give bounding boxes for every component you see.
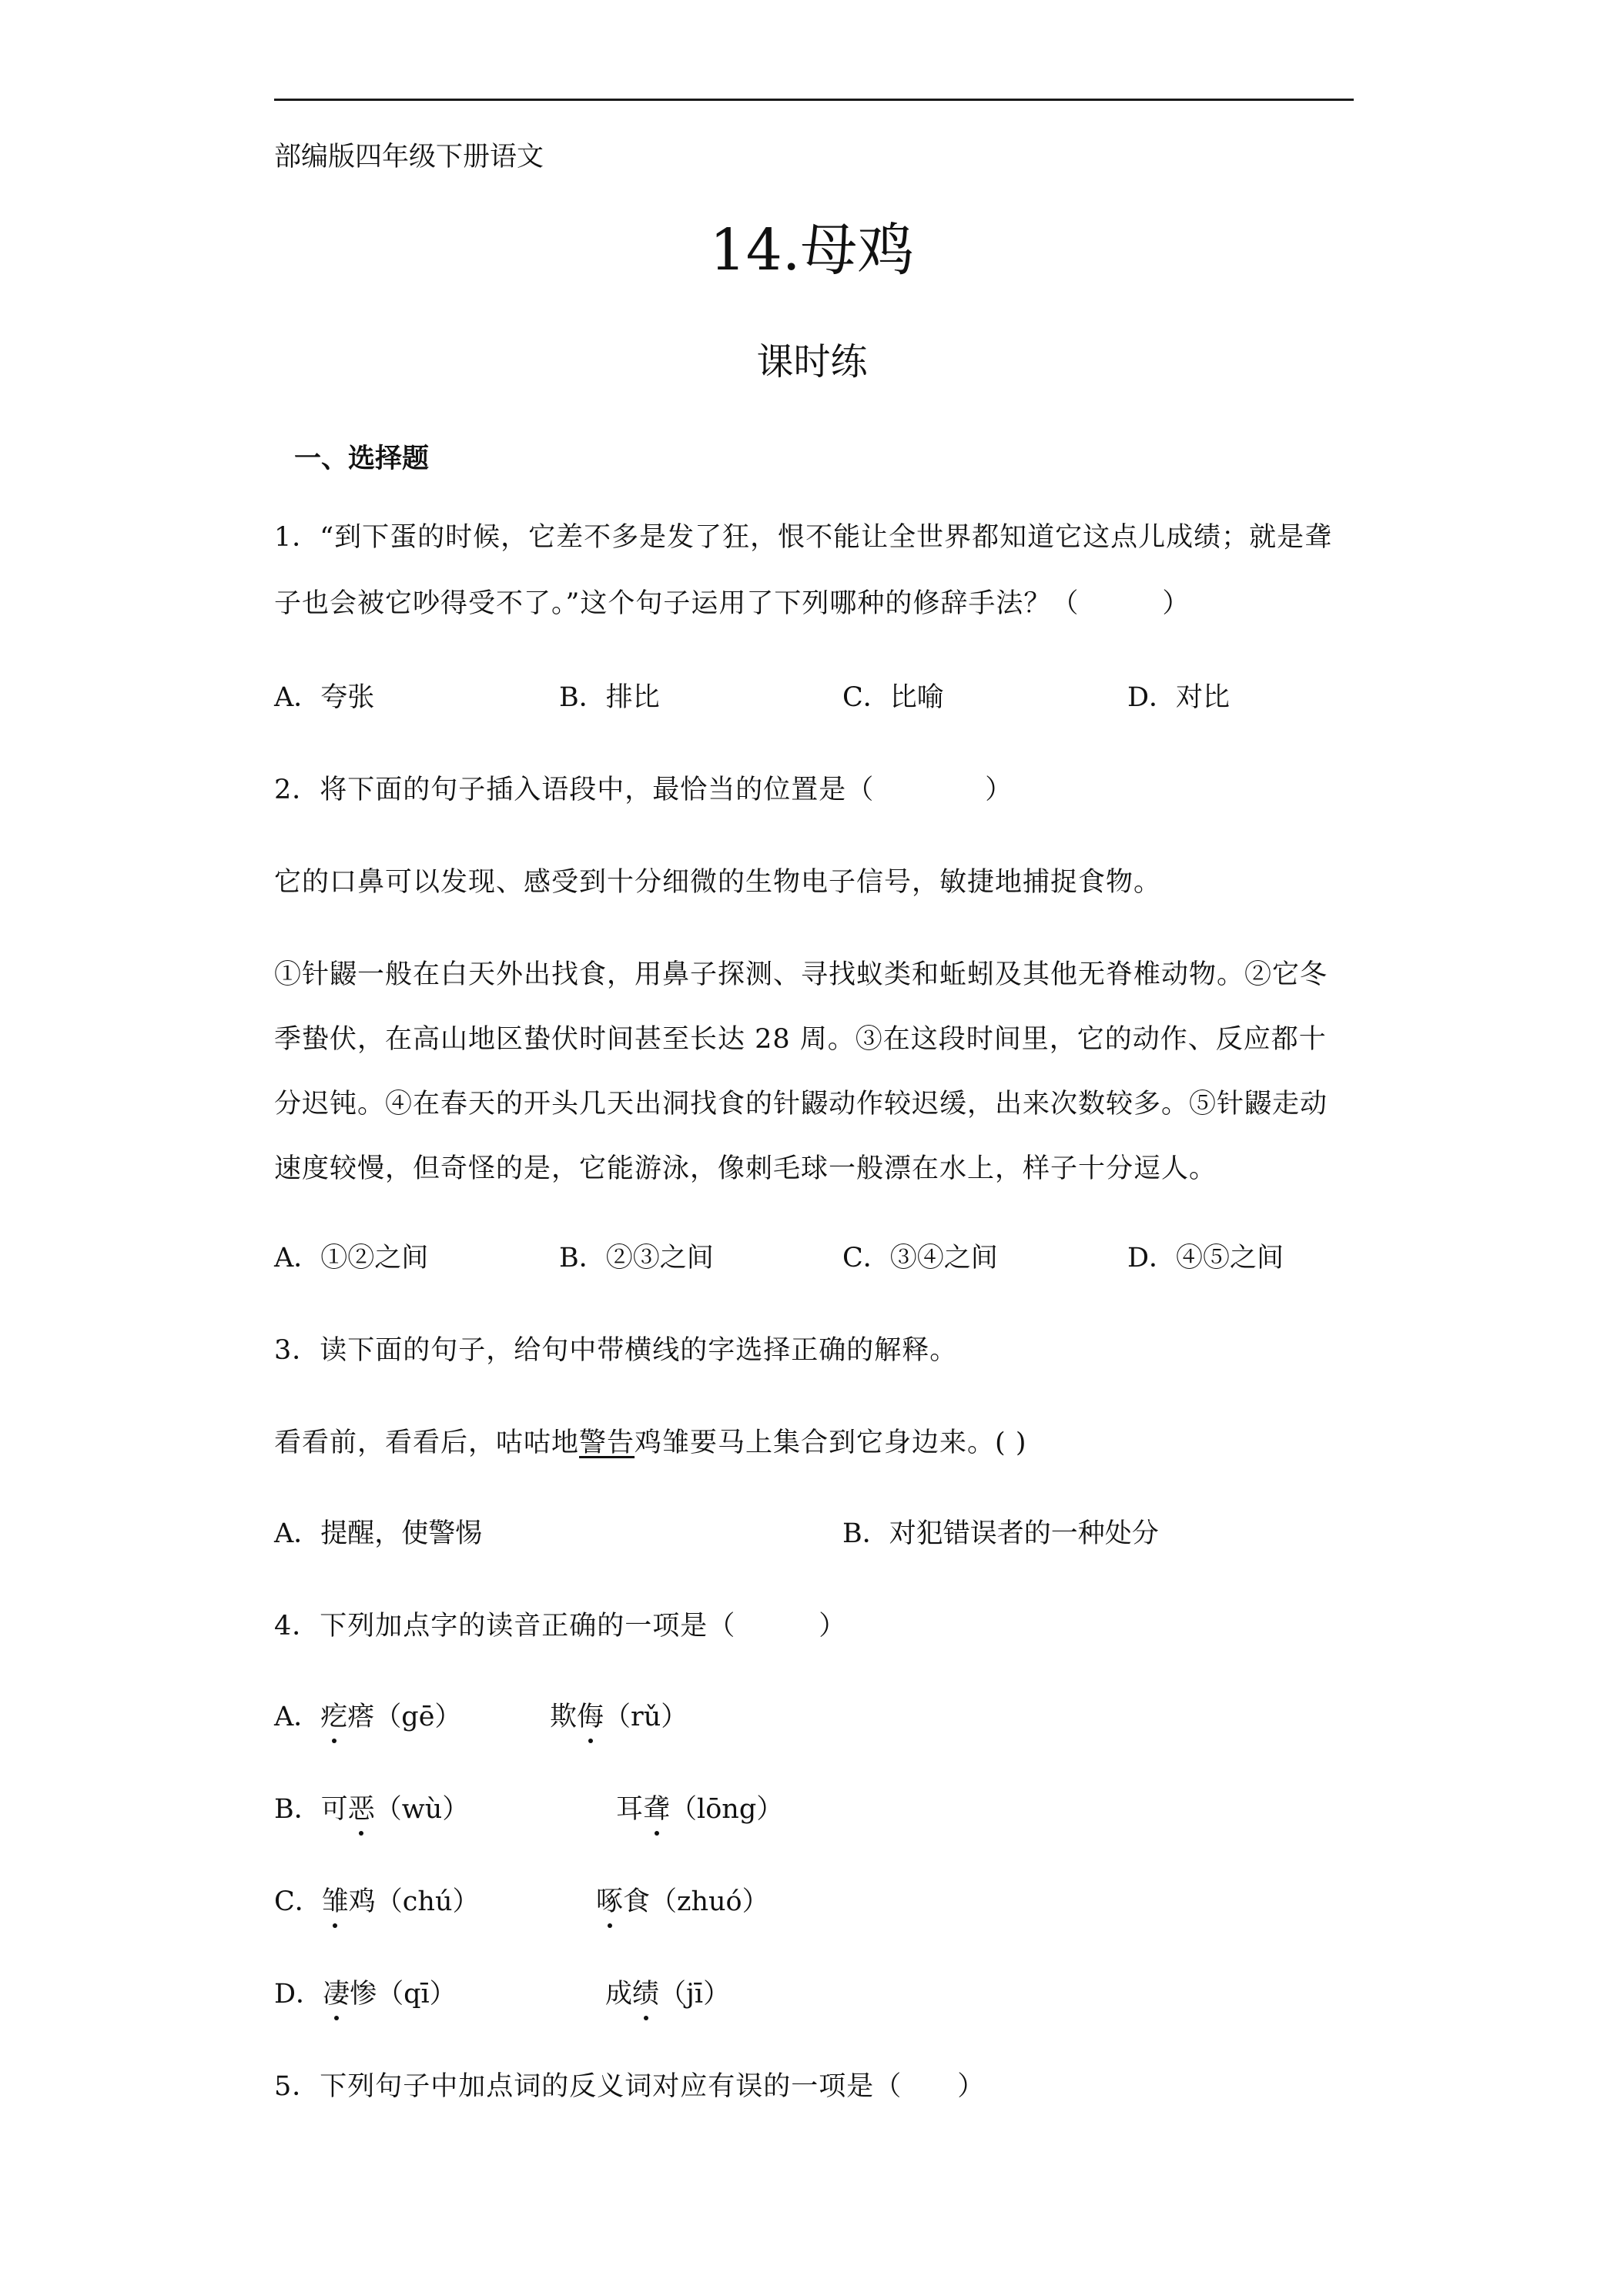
q4-option-c xyxy=(274,1885,479,1919)
q4-option-a xyxy=(274,1700,461,1734)
q4-dotted-char: 疙 xyxy=(320,1702,348,1732)
q2-option-a: A．①②之间 xyxy=(274,1243,429,1274)
header-text: 部编版四年级下册语文 xyxy=(274,142,544,172)
q1-option-d: D．对比 xyxy=(1127,682,1231,713)
q2-passage-line: 季蛰伏，在高山地区蛰伏时间甚至长达 28 周。③在这段时间里，它的动作、反应都十 xyxy=(274,1024,1327,1055)
q1-stem-line1: 1．“到下蛋的时候，它差不多是发了狂，恨不能让全世界都知道它这点儿成绩；就是聋 xyxy=(274,522,1333,553)
q4-word-part: 耳 xyxy=(616,1794,644,1825)
q4-option-label: A． xyxy=(274,1702,321,1732)
q4-option-d-word2 xyxy=(605,1977,730,2011)
q4-option-label: D． xyxy=(274,1979,323,2010)
q2-option-d: D．④⑤之间 xyxy=(1127,1243,1284,1274)
q4-word-part: 瘩（gē） xyxy=(347,1702,462,1732)
q4-dotted-char: 绩 xyxy=(632,1979,660,2010)
q1-option-a: A．夸张 xyxy=(274,682,375,713)
q4-word-part: （rǔ） xyxy=(604,1702,688,1732)
q2-passage-line: 分迟钝。④在春天的开头几天出洞找食的针鼹动作较迟缓，出来次数较多。⑤针鼹走动 xyxy=(274,1089,1328,1120)
q4-dotted-char: 聋 xyxy=(643,1794,671,1825)
q3-stem: 3．读下面的句子，给句中带横线的字选择正确的解释。 xyxy=(274,1335,958,1366)
q4-word-part: 成 xyxy=(605,1979,633,2010)
q4-option-label: C． xyxy=(274,1886,322,1917)
q2-stem: 2．将下面的句子插入语段中，最恰当的位置是（ ） xyxy=(274,775,1013,805)
q4-dotted-char: 恶 xyxy=(347,1794,375,1825)
header-rule xyxy=(274,99,1354,101)
q4-option-label: B． xyxy=(274,1794,321,1825)
q1-option-b: B．排比 xyxy=(559,682,660,713)
q2-option-c: C．③④之间 xyxy=(842,1243,998,1274)
q4-option-a-word2 xyxy=(550,1700,688,1734)
q1-option-c: C．比喻 xyxy=(842,682,944,713)
q3-sentence-before: 看看前，看看后，咕咕地 xyxy=(274,1427,580,1458)
q5-stem: 5．下列句子中加点词的反义词对应有误的一项是（ ） xyxy=(274,2071,986,2102)
q3-sentence-after: 鸡雏要马上集合到它身边来。( ) xyxy=(635,1427,1027,1458)
q4-word-part: 欺 xyxy=(550,1702,578,1732)
q4-option-c-word2 xyxy=(596,1885,769,1919)
q3-underlined-word: 警告 xyxy=(579,1427,635,1458)
q3-option-b: B．对犯错误者的一种处分 xyxy=(842,1518,1159,1549)
q2-insert-sentence: 它的口鼻可以发现、感受到十分细微的生物电子信号，敏捷地捕捉食物。 xyxy=(274,867,1162,898)
q4-option-b-word2 xyxy=(616,1792,783,1826)
q2-passage-line: 速度较慢，但奇怪的是，它能游泳，像刺毛球一般漂在水上，样子十分逗人。 xyxy=(274,1153,1217,1184)
q4-word-part: 惨（qī） xyxy=(350,1979,457,2010)
q3-option-a: A．提醒，使警惕 xyxy=(274,1518,483,1549)
q2-passage-line: ①针鼹一般在白天外出找食，用鼻子探测、寻找蚁类和蚯蚓及其他无脊椎动物。②它冬 xyxy=(274,959,1328,990)
section-heading: 一、选择题 xyxy=(294,443,430,474)
q2-option-b: B．②③之间 xyxy=(559,1243,714,1274)
q4-word-part: （lōng） xyxy=(670,1794,784,1825)
q4-dotted-char: 啄 xyxy=(596,1886,624,1917)
q4-word-part: （jī） xyxy=(659,1979,731,2010)
q4-dotted-char: 侮 xyxy=(577,1702,604,1732)
q4-word-part: 可 xyxy=(320,1794,348,1825)
q3-sentence xyxy=(274,1426,1026,1460)
page-title: 14.母鸡 xyxy=(709,217,915,283)
page-subtitle: 课时练 xyxy=(756,340,868,383)
q4-stem: 4．下列加点字的读音正确的一项是（ ） xyxy=(274,1611,847,1642)
q4-option-d xyxy=(274,1977,457,2011)
q4-dotted-char: 凄 xyxy=(323,1979,350,2010)
q4-word-part: （wù） xyxy=(374,1794,470,1825)
q4-word-part: 鸡（chú） xyxy=(348,1886,480,1917)
q1-stem-line2: 子也会被它吵得受不了。”这个句子运用了下列哪种的修辞手法？（ ） xyxy=(274,588,1190,619)
q4-word-part: 食（zhuó） xyxy=(623,1886,769,1917)
q4-option-b xyxy=(274,1792,469,1826)
q4-dotted-char: 雏 xyxy=(321,1886,349,1917)
